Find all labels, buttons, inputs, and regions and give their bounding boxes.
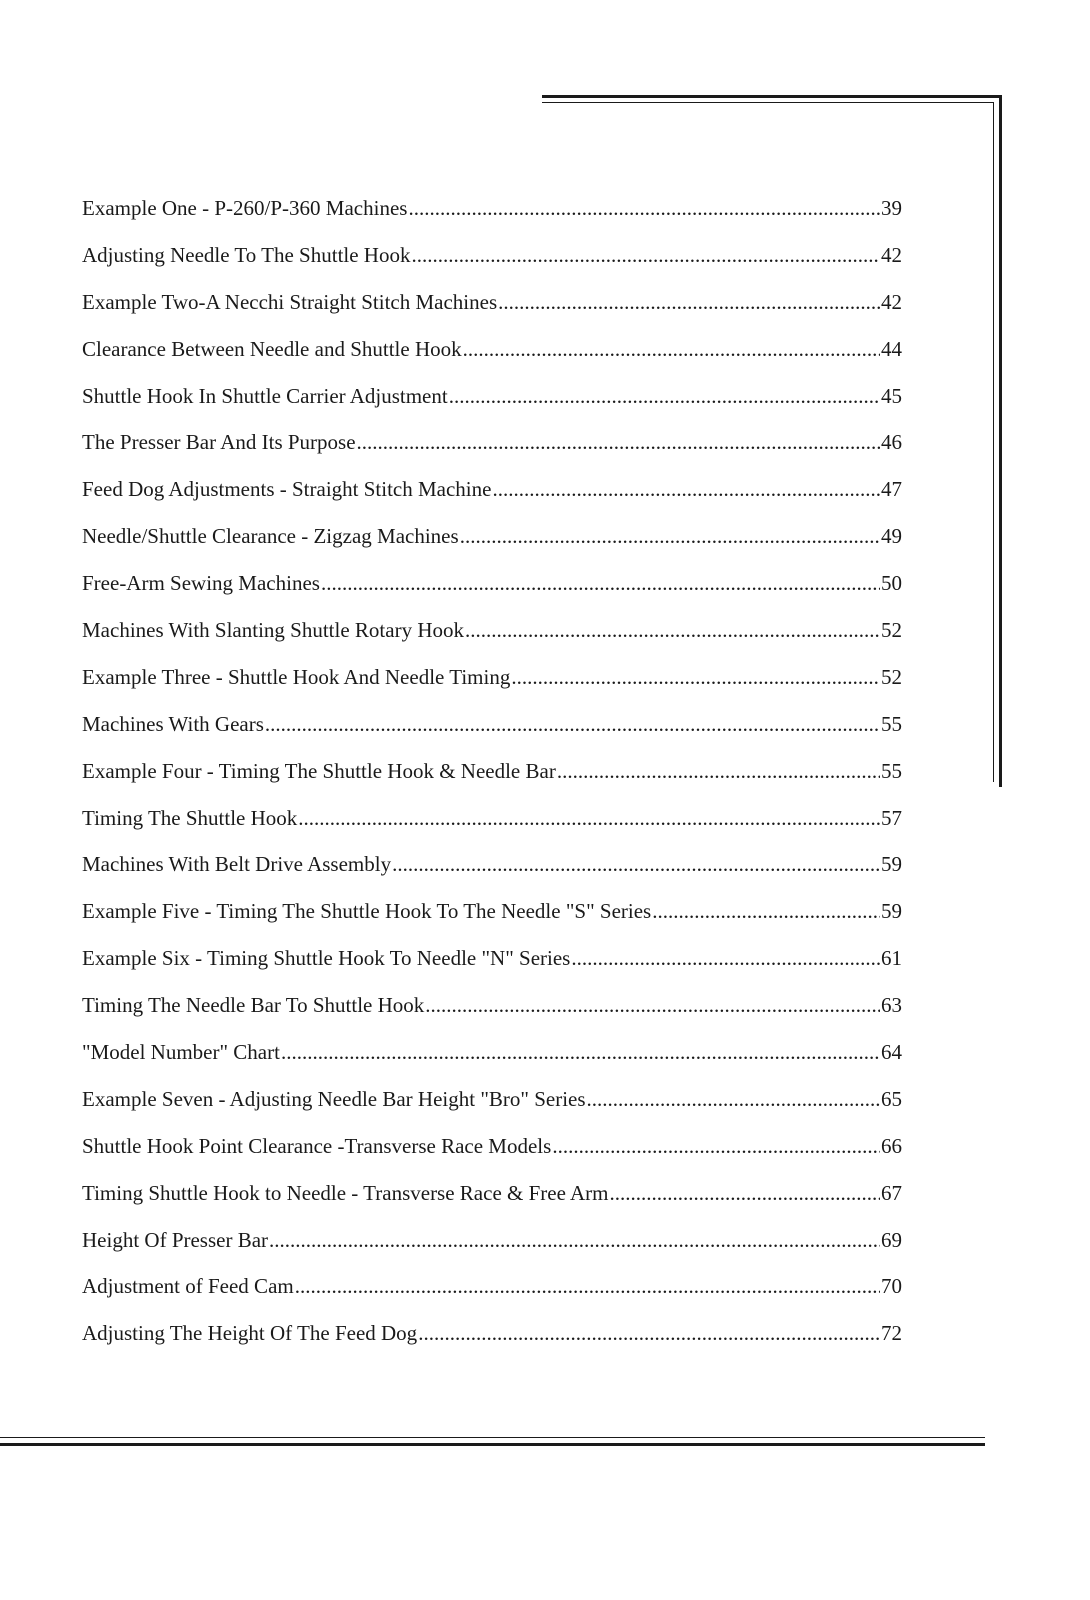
toc-entry-title: Clearance Between Needle and Shuttle Hook	[82, 336, 462, 361]
toc-dot-leader	[449, 384, 880, 409]
table-of-contents	[82, 196, 902, 1368]
toc-entry-page: 66	[881, 1133, 902, 1158]
toc-entry	[82, 337, 902, 384]
toc-dot-leader	[652, 899, 880, 924]
toc-dot-leader	[321, 571, 880, 596]
toc-entry-page: 65	[881, 1086, 902, 1111]
toc-entry-title: Free-Arm Sewing Machines	[82, 571, 320, 596]
toc-entry	[82, 384, 902, 431]
toc-entry-page: 45	[881, 383, 902, 408]
toc-dot-leader	[552, 1134, 880, 1159]
toc-entry-title: Timing Shuttle Hook to Needle - Transverse Race & Free Arm	[82, 1180, 609, 1205]
toc-entry-page: 57	[881, 805, 902, 830]
toc-entry	[82, 899, 902, 946]
toc-entry-title: The Presser Bar And Its Purpose	[82, 430, 356, 455]
toc-entry	[82, 806, 902, 853]
toc-entry	[82, 1274, 902, 1321]
toc-entry	[82, 571, 902, 618]
toc-dot-leader	[587, 1087, 880, 1112]
toc-entry-title: Shuttle Hook In Shuttle Carrier Adjustment	[82, 383, 448, 408]
toc-entry-title: Shuttle Hook Point Clearance -Transverse Race Models	[82, 1133, 552, 1158]
toc-dot-leader	[610, 1181, 880, 1206]
toc-entry-page: 55	[881, 711, 902, 736]
toc-entry-page: 67	[881, 1180, 902, 1205]
right-border-bar-inner	[993, 102, 994, 782]
toc-entry-page: 72	[881, 1321, 902, 1346]
toc-entry-title: Height Of Presser Bar	[82, 1227, 269, 1252]
toc-dot-leader	[357, 430, 880, 455]
toc-entry-page: 61	[881, 946, 902, 971]
toc-entry	[82, 712, 902, 759]
toc-dot-leader	[269, 1228, 880, 1253]
top-border-rule-inner	[542, 102, 994, 103]
toc-entry-title: Example Seven - Adjusting Needle Bar Height "Bro" Series	[82, 1086, 586, 1111]
toc-entry-page: 46	[881, 430, 902, 455]
toc-entry	[82, 196, 902, 243]
toc-entry	[82, 946, 902, 993]
toc-entry	[82, 1087, 902, 1134]
toc-entry-title: Needle/Shuttle Clearance - Zigzag Machines	[82, 524, 459, 549]
toc-entry	[82, 618, 902, 665]
bottom-border-rule	[0, 1437, 985, 1438]
toc-entry	[82, 524, 902, 571]
toc-entry-page: 64	[881, 1040, 902, 1065]
toc-dot-leader	[492, 477, 880, 502]
toc-entry	[82, 290, 902, 337]
toc-dot-leader	[298, 806, 880, 831]
toc-entry-page: 59	[881, 899, 902, 924]
toc-dot-leader	[463, 337, 880, 362]
toc-entry	[82, 243, 902, 290]
toc-entry	[82, 1181, 902, 1228]
toc-entry-page: 44	[881, 336, 902, 361]
toc-dot-leader	[460, 524, 880, 549]
toc-entry-title: Adjusting The Height Of The Feed Dog	[82, 1321, 418, 1346]
toc-entry-page: 59	[881, 852, 902, 877]
toc-entry-title: Example Three - Shuttle Hook And Needle Timing	[82, 664, 511, 689]
toc-entry-title: Example One - P-260/P-360 Machines	[82, 196, 408, 220]
toc-entry-page: 70	[881, 1274, 902, 1299]
toc-entry-title: Example Five - Timing The Shuttle Hook To The Needle "S" Series	[82, 899, 652, 924]
toc-dot-leader	[295, 1274, 880, 1299]
toc-entry-title: Example Six - Timing Shuttle Hook To Needle "N" Series	[82, 946, 571, 971]
toc-entry-title: Timing The Shuttle Hook	[82, 805, 298, 830]
toc-dot-leader	[392, 852, 880, 877]
toc-entry-page: 63	[881, 993, 902, 1018]
toc-entry-title: Example Four - Timing The Shuttle Hook & Needle Bar	[82, 758, 556, 783]
toc-entry	[82, 1321, 902, 1368]
toc-entry-page: 55	[881, 758, 902, 783]
toc-entry	[82, 430, 902, 477]
toc-entry	[82, 759, 902, 806]
toc-entry-page: 49	[881, 524, 902, 549]
toc-entry-page: 52	[881, 618, 902, 643]
toc-dot-leader	[408, 196, 880, 221]
toc-entry	[82, 665, 902, 712]
right-border-bar	[999, 95, 1002, 787]
toc-entry	[82, 852, 902, 899]
toc-dot-leader	[557, 759, 880, 784]
toc-entry-page: 42	[881, 242, 902, 267]
toc-dot-leader	[281, 1040, 880, 1065]
top-border-rule	[542, 95, 1002, 98]
toc-entry-title: Adjusting Needle To The Shuttle Hook	[82, 242, 411, 267]
toc-entry	[82, 1228, 902, 1275]
toc-entry-page: 69	[881, 1227, 902, 1252]
toc-entry-page: 39	[881, 196, 902, 220]
toc-entry-title: Machines With Gears	[82, 711, 264, 736]
toc-entry-page: 52	[881, 664, 902, 689]
toc-entry-title: Machines With Belt Drive Assembly	[82, 852, 392, 877]
toc-dot-leader	[418, 1321, 880, 1346]
toc-entry-title: Timing The Needle Bar To Shuttle Hook	[82, 993, 425, 1018]
toc-entry-title: Adjustment of Feed Cam	[82, 1274, 294, 1299]
toc-entry	[82, 1134, 902, 1181]
toc-entry	[82, 993, 902, 1040]
toc-entry-page: 42	[881, 289, 902, 314]
toc-dot-leader	[411, 243, 880, 268]
toc-dot-leader	[425, 993, 880, 1018]
toc-entry-title: Machines With Slanting Shuttle Rotary Hook	[82, 618, 464, 643]
toc-entry-title: Feed Dog Adjustments - Straight Stitch Machine	[82, 477, 492, 502]
toc-entry-page: 47	[881, 477, 902, 502]
bottom-border-rule-thick	[0, 1443, 985, 1446]
toc-entry	[82, 477, 902, 524]
toc-dot-leader	[571, 946, 880, 971]
toc-dot-leader	[465, 618, 880, 643]
toc-entry	[82, 1040, 902, 1087]
toc-entry-title: Example Two-A Necchi Straight Stitch Machines	[82, 289, 498, 314]
toc-dot-leader	[498, 290, 880, 315]
toc-entry-page: 50	[881, 571, 902, 596]
toc-entry-title: "Model Number" Chart	[82, 1040, 280, 1065]
toc-dot-leader	[511, 665, 880, 690]
toc-dot-leader	[265, 712, 880, 737]
